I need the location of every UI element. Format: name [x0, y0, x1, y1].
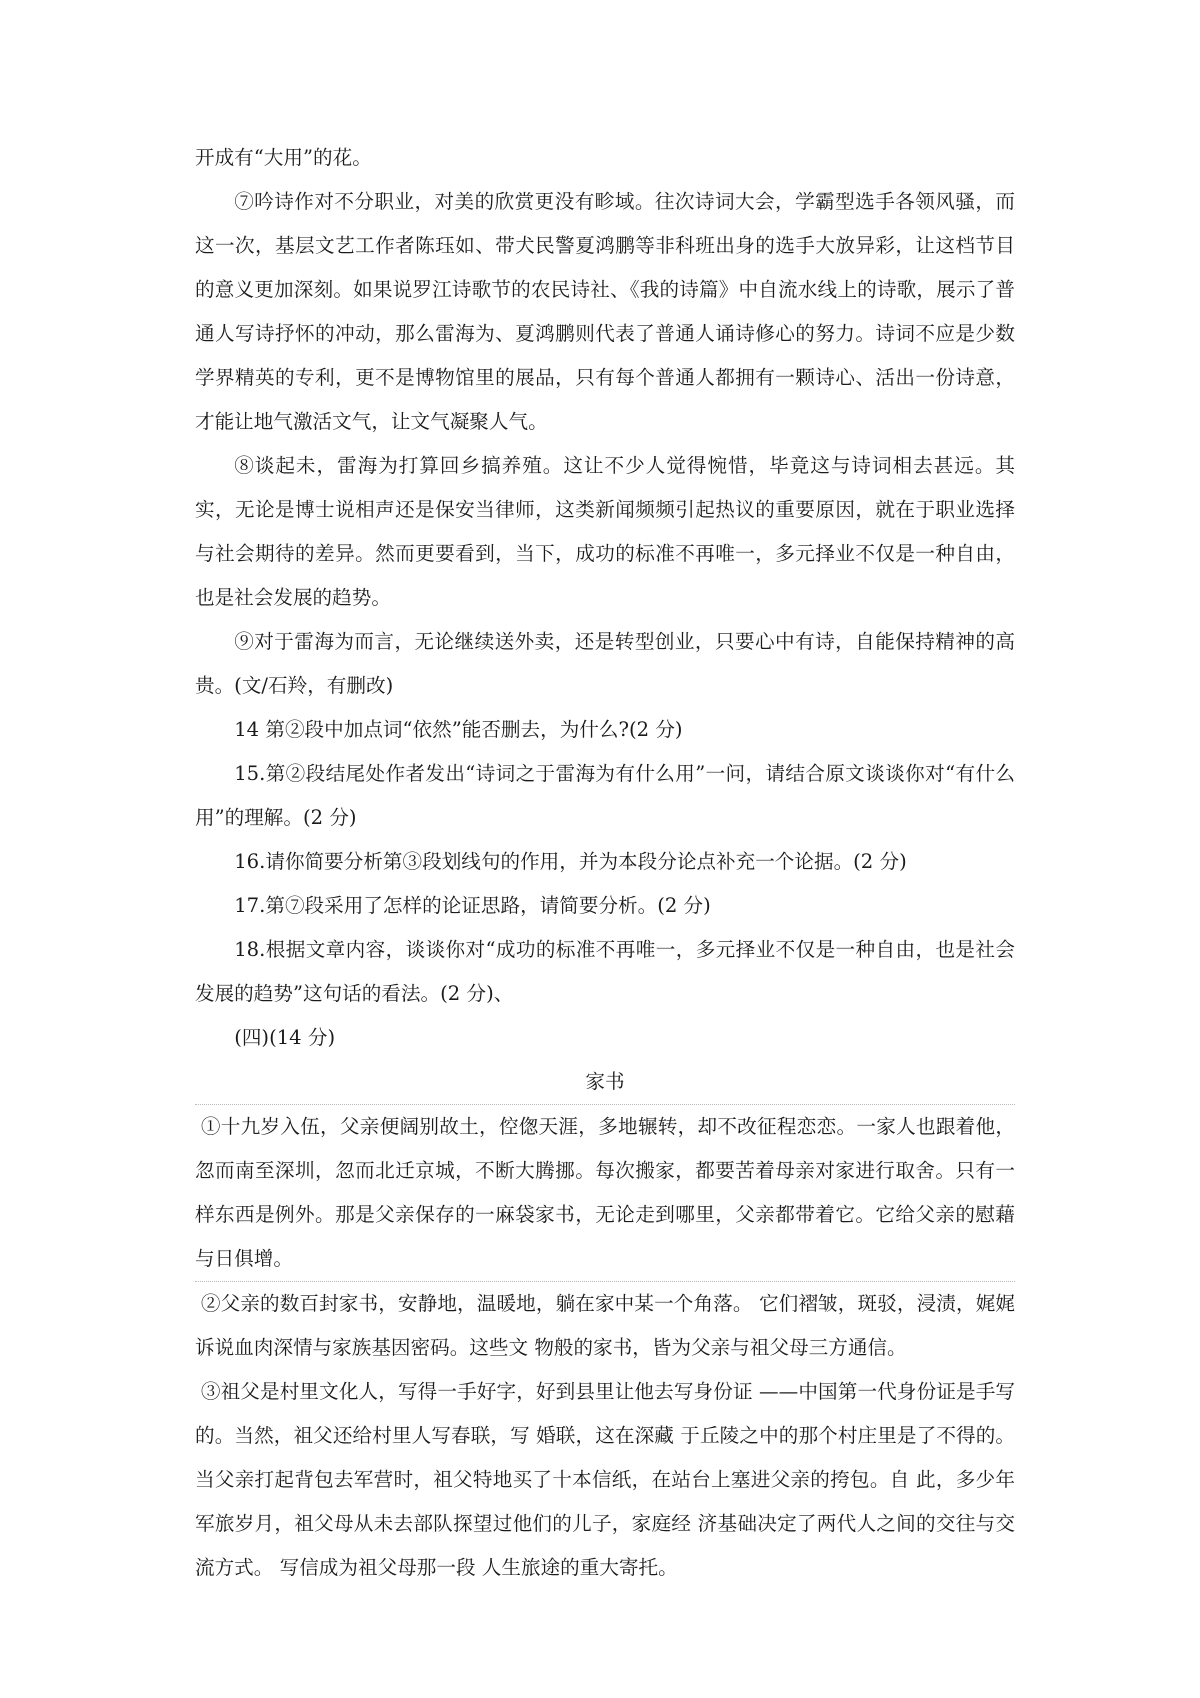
paragraph-7: ⑦吟诗作对不分职业，对美的欣赏更没有畛域。往次诗词大会，学霸型选手各领风骚，而这一次，基层文艺工作者陈珏如、带犬民警夏鸿鹏等非科班出身的选手大放异彩，让这档节目的意义更加深刻。如果说罗江诗歌节的农民诗社、《我的诗篇》中自流水线上的诗歌，展示了普通人写诗抒怀的冲动，那么雷海为、夏鸿鹏则代表了普通人诵诗修心的努力。诗词不应是少数学界精英的专利，更不是博物馆里的展品，只有每个普通人都拥有一颗诗心、活出一份诗意，才能让地气激活文气，让文气凝聚人气。 [195, 190, 1015, 433]
essay-paragraph-3: ③祖父是村里文化人，写得一手好字，好到县里让他去写身份证 ——中国第一代身份证是手写的。当然，祖父还给村里人写春联，写 婚联，这在深藏 于丘陵之中的那个村庄里是了不得的。当父亲打起背包去军营时，祖父特地买了十本信纸，在站台上塞进父亲的挎包。自 此，多少年军旅岁月，祖父母从未去部队探望过他们的儿子，家庭经 济基础决定了两代人之间的交往与交流方式。 写信成为祖父母那一段 人生旅途的重大寄托。 [195, 1380, 1015, 1579]
question-14: 14 第②段中加点词“依然”能否删去，为什么?(2 分) [234, 718, 683, 741]
essay-paragraph-1: ①十九岁入伍，父亲便阔别故土，倥偬天涯，多地辗转，却不改征程恋恋。一家人也跟着他，忽而南至深圳，忽而北迁京城，不断大腾挪。每次搬家，都要苦着母亲对家进行取舍。只有一样东西是例外。那是父亲保存的一麻袋家书，无论走到哪里，父亲都带着它。它给父亲的慰藉与日俱增。 [195, 1104, 1015, 1281]
paragraph-9: ⑨对于雷海为而言，无论继续送外卖，还是转型创业，只要心中有诗，自能保持精神的高贵。(文/石羚，有删改) [195, 630, 1015, 697]
question-15: 15.第②段结尾处作者发出“诗词之于雷海为有什么用”一问，请结合原文谈谈你对“有什么用”的理解。(2 分) [195, 762, 1015, 829]
document-page [195, 136, 1015, 1590]
question-17: 17.第⑦段采用了怎样的论证思路，请简要分析。(2 分) [234, 894, 711, 917]
paragraph-8: ⑧谈起未，雷海为打算回乡搞养殖。这让不少人觉得惋惜，毕竟这与诗词相去甚远。其实，无论是博士说相声还是保安当律师，这类新闻频频引起热议的重要原因，就在于职业选择与社会期待的差异。然而更要看到，当下，成功的标准不再唯一，多元择业不仅是一种自由，也是社会发展的趋势。 [195, 454, 1015, 609]
essay-paragraph-2: ②父亲的数百封家书，安静地，温暖地，躺在家中某一个角落。 它们褶皱，斑驳，浸渍，娓娓诉说血肉深情与家族基因密码。这些文 物般的家书，皆为父亲与祖父母三方通信。 [195, 1281, 1015, 1370]
paragraph-6-tail: 开成有“大用”的花。 [195, 146, 372, 169]
section-label: (四)(14 分) [234, 1026, 336, 1049]
essay-title: 家书 [585, 1070, 625, 1093]
question-18: 18.根据文章内容，谈谈你对“成功的标准不再唯一，多元择业不仅是一种自由，也是社会发展的趋势”这句话的看法。(2 分)、 [195, 938, 1015, 1005]
question-16: 16.请你简要分析第③段划线句的作用，并为本段分论点补充一个论据。(2 分) [234, 850, 907, 873]
